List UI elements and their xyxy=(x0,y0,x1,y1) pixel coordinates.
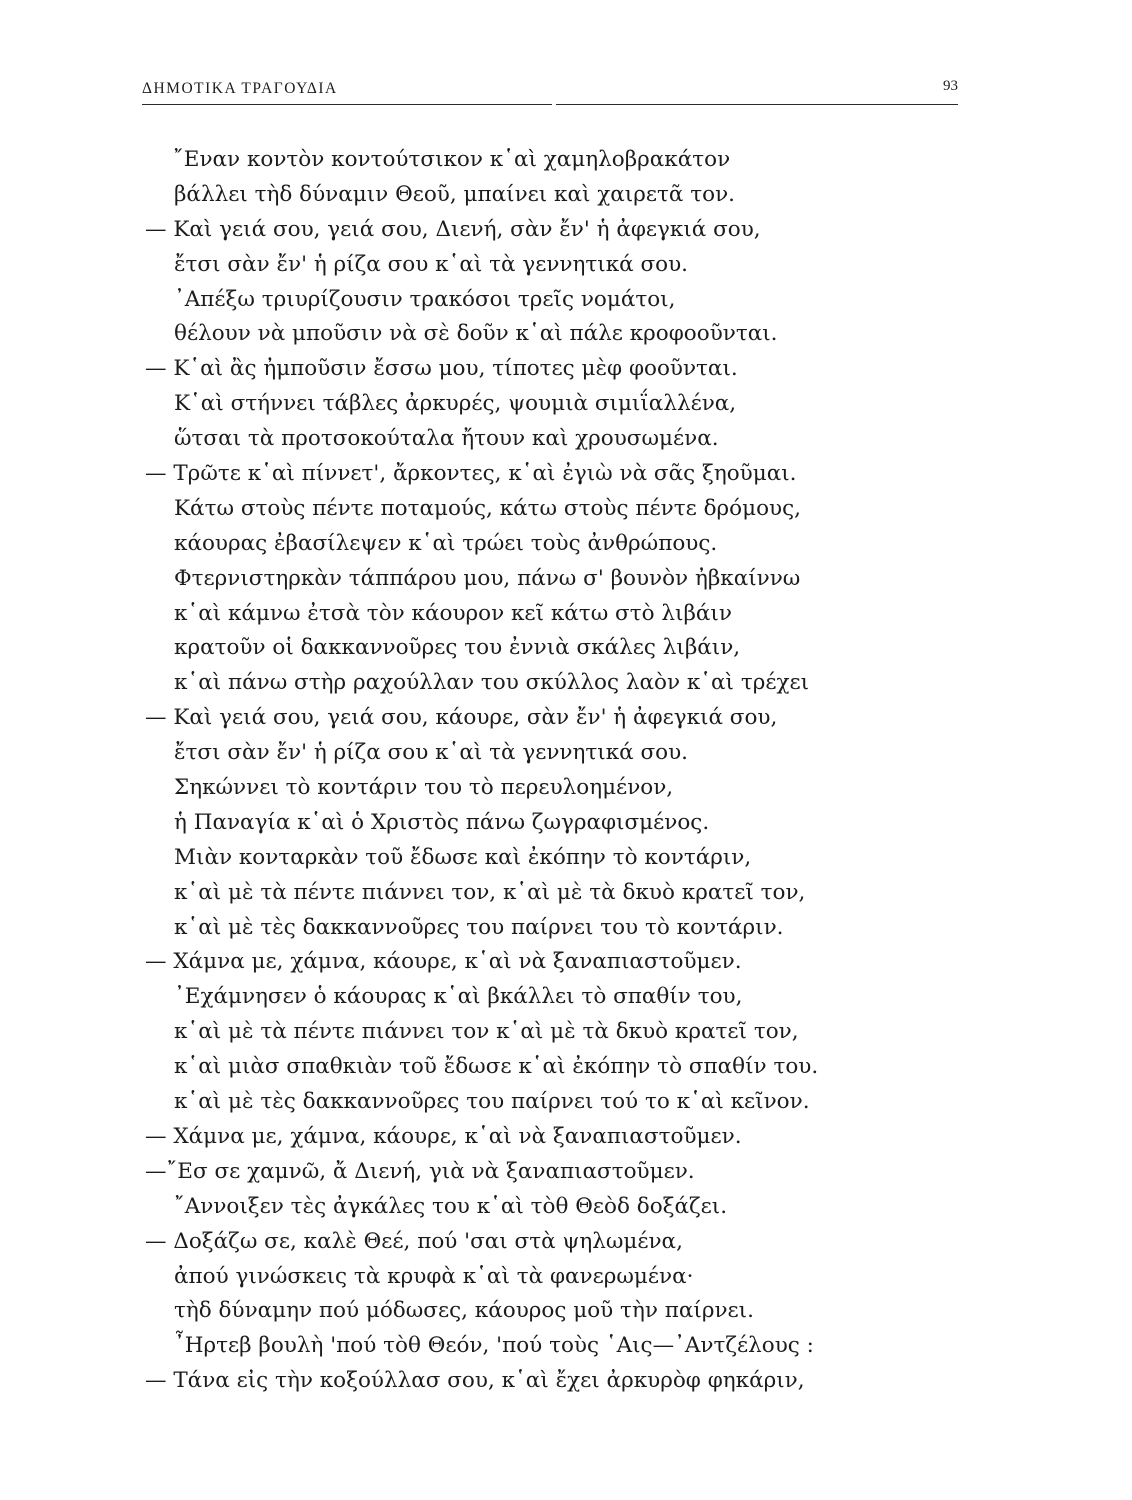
poem-line: Κ῾αὶ στήννει τάβλες ἀρκυρές, ψουμιὰ σιμιΐαλλένα, xyxy=(174,391,737,417)
page-number: 93 xyxy=(943,78,958,94)
poem-line: —῎Εσ σε χαμνῶ, ἄ Διενή, γιὰ νὰ ξαναπιαστοῦμεν. xyxy=(145,1158,695,1184)
poem-line: κ῾αὶ πάνω στὴρ ραχούλλαν του σκύλλος λαὸν κ῾αὶ τρέχει xyxy=(174,670,810,696)
page-header xyxy=(142,76,958,106)
poem-line: βάλλει τὴδ δύναμιν Θεοῦ, μπαίνει καὶ χαιρετᾶ τον. xyxy=(174,181,736,207)
poem-line: κ῾αὶ μὲ τὰ πέντε πιάννει τον κ῾αὶ μὲ τὰ δκυὸ κρατεῖ τον, xyxy=(174,1019,799,1045)
poem-line: κ῾αὶ μὲ τὰ πέντε πιάννει τον, κ῾αὶ μὲ τὰ δκυὸ κρατεῖ τον, xyxy=(174,879,806,905)
poem-line: ἀπού γινώσκεις τὰ κρυφὰ κ῾αὶ τὰ φανερωμένα· xyxy=(174,1263,694,1289)
poem-line: ᾽Απέξω τριυρίζουσιν τρακόσοι τρεῖς νομάτοι, xyxy=(174,286,676,312)
poem-line: ἔτσι σὰν ἔν' ἡ ρίζα σου κ῾αὶ τὰ γεννητικά σου. xyxy=(174,740,689,766)
poem-line: τὴδ δύναμην πού μόδωσες, κάουρος μοῦ τὴν παίρνει. xyxy=(174,1298,754,1324)
poem-line: — Τρῶτε κ῾αὶ πίννετ', ἄρκοντες, κ῾αὶ ἐγιὼ νὰ σᾶς ξηοῦμαι. xyxy=(145,461,797,487)
header-rule-right xyxy=(556,104,958,105)
poem-body xyxy=(140,143,900,1399)
header-rule-left xyxy=(142,104,552,105)
poem-line: — Καὶ γειά σου, γειά σου, Διενή, σὰν ἔν' ἡ ἀφεγκιά σου, xyxy=(145,216,761,242)
poem-line: κ῾αὶ μιὰσ σπαθκιὰν τοῦ ἔδωσε κ῾αὶ ἐκόπην τὸ σπαθίν του. xyxy=(174,1054,819,1080)
poem-line: κάουρας ἐβασίλεψεν κ῾αὶ τρώει τοὺς ἀνθρώπους. xyxy=(174,530,718,556)
poem-line: — Καὶ γειά σου, γειά σου, κάουρε, σὰν ἔν' ἡ ἀφεγκιά σου, xyxy=(145,705,778,731)
poem-line: ῏Ηρτεβ βουλὴ 'πού τὸθ Θεόν, 'πού τοὺς ῾Αις—᾽Αντζέλους : xyxy=(174,1333,814,1359)
poem-line: — Χάμνα με, χάμνα, κάουρε, κ῾αὶ νὰ ξαναπιαστοῦμεν. xyxy=(145,949,742,975)
poem-line: ἔτσι σὰν ἔν' ἡ ρίζα σου κ῾αὶ τὰ γεννητικά σου. xyxy=(174,251,689,277)
poem-line: — Δοξάζω σε, καλὲ Θεέ, πού 'σαι στὰ ψηλωμένα, xyxy=(145,1228,683,1254)
poem-line: — Τάνα εἰς τὴν κοξούλλασ σου, κ῾αὶ ἔχει ἀρκυρὸφ φηκάριν, xyxy=(145,1368,805,1394)
poem-line: κρατοῦν οἱ δακκαννοῦρες του ἐννιὰ σκάλες λιβάιν, xyxy=(174,635,741,661)
poem-line: ἡ Παναγία κ῾αὶ ὁ Χριστὸς πάνω ζωγραφισμένος. xyxy=(174,809,710,835)
poem-line: Φτερνιστηρκὰν τάππάρου μου, πάνω σ' βουνὸν ἠβκαίννω xyxy=(174,565,801,591)
poem-line: Μιὰν κονταρκὰν τοῦ ἔδωσε καὶ ἐκόπην τὸ κοντάριν, xyxy=(174,844,752,870)
poem-line: Κάτω στοὺς πέντε ποταμούς, κάτω στοὺς πέντε δρόμους, xyxy=(174,495,801,521)
poem-line: ὥτσαι τὰ προτσοκούταλα ἤτουν καὶ χρουσωμένα. xyxy=(174,426,719,452)
poem-line: κ῾αὶ μὲ τὲς δακκαννοῦρες του παίρνει του τὸ κοντάριν. xyxy=(174,914,784,940)
poem-line: — Κ῾αὶ ἂς ἠμποῦσιν ἔσσω μου, τίποτες μὲφ φοοῦνται. xyxy=(145,356,738,382)
poem-line: κ῾αὶ κάμνω ἐτσὰ τὸν κάουρον κεῖ κάτω στὸ λιβάιν xyxy=(174,600,732,626)
poem-line: θέλουν νὰ μποῦσιν νὰ σὲ δοῦν κ῾αὶ πάλε κροφοοῦνται. xyxy=(174,321,778,347)
poem-line: ῎Αννοιξεν τὲς ἀγκάλες του κ῾αὶ τὸθ Θεὸδ δοξάζει. xyxy=(174,1193,728,1219)
running-title: ΔΗΜΟΤΙΚΑ ΤΡΑΓΟΥΔΙΑ xyxy=(142,80,338,97)
poem-line: ᾽Εχάμνησεν ὁ κάουρας κ῾αὶ βκάλλει τὸ σπαθίν του, xyxy=(174,984,743,1010)
poem-line: — Χάμνα με, χάμνα, κάουρε, κ῾αὶ νὰ ξαναπιαστοῦμεν. xyxy=(145,1123,742,1149)
poem-line: ῎Εναν κοντὸν κοντούτσικον κ῾αὶ χαμηλοβρακάτον xyxy=(173,147,731,172)
poem-line: κ῾αὶ μὲ τὲς δακκαννοῦρες του παίρνει τού το κ῾αὶ κεῖνον. xyxy=(174,1089,810,1115)
poem-line: Σηκώννει τὸ κοντάριν του τὸ περευλοημένον, xyxy=(174,775,674,801)
